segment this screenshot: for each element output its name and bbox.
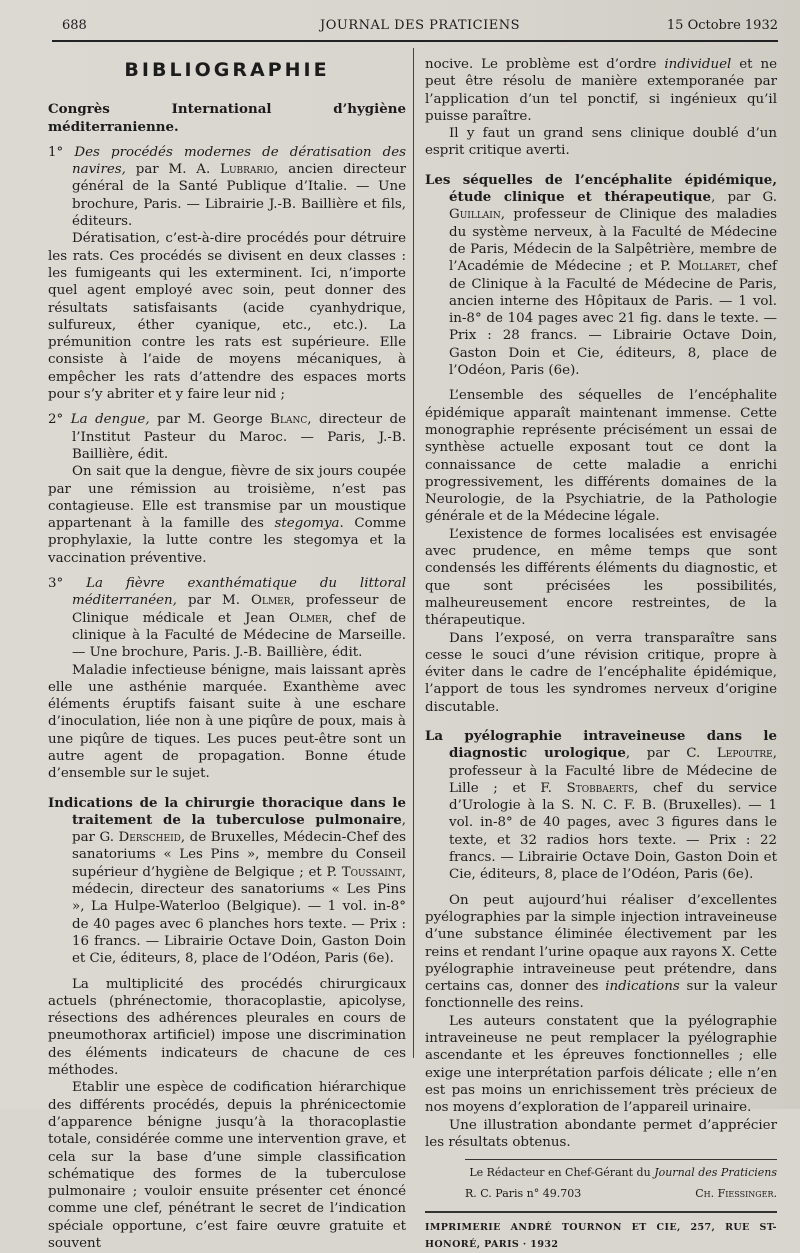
author-name: Derscheid (118, 830, 181, 846)
right-column (425, 56, 777, 1253)
review-item-6-reference (425, 728, 777, 884)
reference-text: , professeur à la Faculté libre de Médecine de Lille ; et F. (449, 746, 777, 796)
footer-rule (465, 1159, 777, 1160)
italic-term: indications (605, 979, 680, 995)
printer-rule (425, 1211, 777, 1213)
editor-line (425, 1164, 777, 1181)
review-item-1-reference (48, 144, 406, 230)
review-title: La pyélographie intraveineuse dans le diagnostic urologique (425, 727, 777, 762)
review-item-5-body-2: L’existence de formes localisées est envisagée avec prudence, en même temps que sont condensés les différents éléments du diagnostic, et que sont précisées les possibilités, malheureusement encore restreintes, de la thérapeutique. (425, 526, 777, 629)
reference-text: , professeur de Clinique des maladies du système nerveux, à la Faculté de Médecine de Paris, Médecin de la Salpêtrière, membre de l’Académie de Médecine ; et P. (449, 207, 777, 275)
reference-text: , par C. (625, 746, 717, 762)
review-item-3-reference (48, 575, 406, 661)
review-item-1-body: Dératisation, c’est-à-dire procédés pour détruire les rats. Ces procédés se divisent en deux classes : les fumigeants qui les exterminent. Ici, n’importe quel agent employé avec soin, peut donner des résultats satisfaisants (acide cyanhydrique, sulfureux, éther cyanique, etc., etc.). La prémunition contre les rats est supérieure. Elle consiste à l’aide de moyens mécaniques, à empêcher les rats d’attendre des espaces morts pour s’y abriter et y faire leur nid ; (48, 231, 406, 403)
spacer (48, 403, 406, 411)
reference-text: , directeur de l’Institut Pasteur du Maroc. — Paris, J.-B. Baillière, édit. (72, 412, 407, 462)
body-text: sur la valeur fonctionnelle des reins. (425, 979, 778, 1012)
left-column (48, 60, 406, 1252)
reference-text: , par G. (72, 812, 406, 846)
header-rule (52, 40, 778, 42)
body-text: . Comme prophylaxie, la lutte contre les stegomya et la vaccination préventive. (48, 516, 406, 566)
author-name: Mollaret (677, 259, 737, 275)
page-number: 688 (62, 18, 87, 33)
author-name: Olmer (251, 593, 291, 609)
registry-line (425, 1185, 777, 1202)
column-divider (413, 48, 414, 1058)
spacer (48, 968, 406, 976)
reference-text: , médecin, directeur des sanatoriums « Les Pins », La Hulpe-Waterloo (Belgique). — 1 vol. in-8° de 40 pages avec 6 planches hors texte. — Prix : 16 francs. — Librairie Octave Doin, Gaston Doin et Cie, éditeurs, 8, place de l’Odéon, Paris (6e). (72, 864, 406, 967)
manager-name: Ch. Fiessinger. (695, 1187, 777, 1201)
review-title: Les séquelles de l’encéphalite épidémique, étude clinique et thérapeutique (425, 171, 777, 206)
review-item-4-body-1: La multiplicité des procédés chirurgicaux actuels (phrénectomie, thoracoplastie, apicolyse, résections des adhérences pleurales en cours de pneumothorax artificiel) impose une discrimination des éléments indicateurs de chacune de ces méthodes. (48, 976, 406, 1079)
review-item-5-body-3: Dans l’exposé, on verra transparaître sans cesse le souci d’une révision critique, propre à éviter dans le cadre de l’encéphalite épidémique, l’apport de tous les syndromes nerveux d’origine discutable. (425, 630, 777, 715)
review-item-5-reference (425, 172, 777, 380)
reference-text: , chef de Clinique à la Faculté de Médecine de Paris, ancien interne des Hôpitaux de Paris. — 1 vol. in-8° de 104 pages avec 21 fig. dans le texte. — Prix : 28 francs. — Librairie Octave Doin, Gaston Doin et Cie, éditeurs, 8, place de l’Odéon, Paris (6e). (449, 259, 777, 379)
section-title: BIBLIOGRAPHIE (124, 59, 330, 81)
review-item-6-body-2: Les auteurs constatent que la pyélographie intraveineuse ne peut remplacer la pyélographie ascendante et les épreuves fonctionnelles ; elle exige une interprétation parfois délicate ; elle n’en est pas moins un enrichissement très précieux de nos moyens d’exploration de l’appareil urinaire. (425, 1013, 777, 1116)
printer-imprint: IMPRIMERIE ANDRÉ TOURNON ET CIE, 257, RUE ST-HONORÉ, PARIS · 1932 (425, 1221, 777, 1250)
reference-text: , par G. (711, 190, 777, 206)
author-name: Toussaint (341, 864, 402, 880)
item-number: 2° (48, 412, 71, 428)
review-item-4-body-2: Etablir une espèce de codification hiérarchique des différents procédés, depuis la phrénicectomie d’apparence bénigne jusqu’à la thoracoplastie totale, considérée comme une intervention grave, et cela sur la base d’une simple classification schématique des formes de la tuberculose pulmonaire ; vouloir ensuite présenter cet énoncé comme une clef, pénétrant le secret de l’indication spéciale opportune, c’est faire œuvre gratuite et souvent (48, 1080, 406, 1251)
review-title: Des procédés modernes de dératisation des navires, (72, 144, 406, 178)
spacer (425, 379, 777, 387)
reference-text: par M. (176, 593, 251, 609)
reference-text: , professeur de Clinique médicale et Jean (72, 593, 406, 626)
reference-text: , ancien directeur général de la Santé Publique d’Italie. — Une brochure, Paris. — Librairie J.-B. Baillière et fils, éditeurs. (72, 162, 406, 230)
issue-date: 15 Octobre 1932 (666, 18, 778, 33)
editor-label: Le Rédacteur en Chef-Gérant du (469, 1166, 655, 1180)
review-item-6-body-1 (425, 892, 777, 1013)
body-text: et ne peut être résolu de manière extemporanée par l’application d’un tel ponctif, si ingénieux qu’il puisse paraître. (425, 57, 777, 124)
italic-term: individuel (664, 57, 732, 72)
spacer (48, 783, 406, 795)
page-header (62, 18, 778, 38)
item-number: 3° (48, 576, 87, 592)
review-item-2-reference (48, 411, 406, 463)
body-text: On sait que la dengue, fièvre de six jours coupée par une rémission au troisième, n’est pas contagieuse. Elle est transmise par un moustique appartenant à la famille des (48, 464, 406, 532)
review-title: Indications de la chirurgie thoracique dans le traitement de la tuberculose pulmonaire (48, 794, 406, 828)
spacer (425, 884, 777, 892)
congress-heading: Congrès International d’hygiène méditerranienne. (48, 101, 406, 135)
item-number: 1° (48, 144, 75, 160)
review-title: La dengue, (70, 412, 150, 428)
continued-text (425, 56, 777, 125)
author-name: Lubrario (220, 162, 275, 178)
spacer (48, 567, 406, 575)
journal-title: JOURNAL DES PRATICIENS (320, 18, 520, 33)
review-item-6-body-3: Une illustration abondante permet d’apprécier les résultats obtenus. (425, 1117, 777, 1150)
author-name: Stobbaerts (566, 780, 635, 796)
reference-text: par M. A. (125, 162, 221, 178)
body-text: nocive. Le problème est d’ordre (425, 57, 665, 72)
registry-number: R. C. Paris n° 49.703 (465, 1187, 582, 1201)
spacer (425, 160, 777, 172)
journal-name: Journal des Praticiens (654, 1166, 777, 1180)
italic-term: stegomya (274, 516, 340, 532)
review-item-5-body-1: L’ensemble des séquelles de l’encéphalite épidémique apparaît maintenant immense. Cette monographie représente précisément un essai de synthèse actuelle exposant tout ce dont la connaissance de cette maladie a enrichi progressivement, les différents domaines de la Neurologie, de la Psychiatrie, de la Pathologie générale et de la Médecine légale. (425, 388, 777, 525)
review-item-3-body: Maladie infectieuse bénigne, mais laissant après elle une asthénie marquée. Exanthème avec éléments éruptifs faisant suite à une eschare d’inoculation, liée non à une piqûre de poux, mais à une piqûre de tiques. Les puces peut-être sont un autre agent de propagation. Bonne étude d’ensemble sur le sujet. (48, 662, 406, 782)
reference-text: , chef de clinique à la Faculté de Médecine de Marseille. — Une brochure, Paris. J.-B. Baillière, édit. (72, 610, 406, 661)
spacer (425, 716, 777, 728)
review-item-4-reference (48, 795, 406, 968)
continued-paragraph: Il y faut un grand sens clinique doublé d’un esprit critique averti. (425, 126, 777, 159)
reference-text: , de Bruxelles, Médecin-Chef des sanatoriums « Les Pins », membre du Conseil supérieur d’hygiène de Belgique ; et P. (72, 830, 406, 880)
author-name: Lepoutre (716, 746, 773, 762)
body-text: On peut aujourd’hui réaliser d’excellentes pyélographies par la simple injection intraveineuse d’une substance éliminée électivement par les reins et rendant l’urine opaque aux rayons X. Cette pyélographie intraveineuse peut prétendre, dans certains cas, donner des (425, 892, 777, 995)
reference-text: par M. George (149, 412, 271, 428)
author-name: Olmer (288, 610, 329, 626)
review-item-2-body (48, 463, 406, 567)
reference-text: , chef du service d’Urologie à la S. N. C. F. B. (Bruxelles). — 1 vol. in-8° de 40 pages, avec 3 figures dans le texte, et 32 radios hors texte. — Prix : 22 francs. — Librairie Octave Doin, Gaston Doin et Cie, éditeurs, 8, place de l’Odéon, Paris (6e). (449, 780, 778, 883)
author-name: Blanc (270, 412, 308, 428)
author-name: Guillain (449, 207, 501, 223)
review-title: La fièvre exanthématique du littoral méditerranéen, (72, 576, 406, 609)
spacer (48, 136, 406, 144)
